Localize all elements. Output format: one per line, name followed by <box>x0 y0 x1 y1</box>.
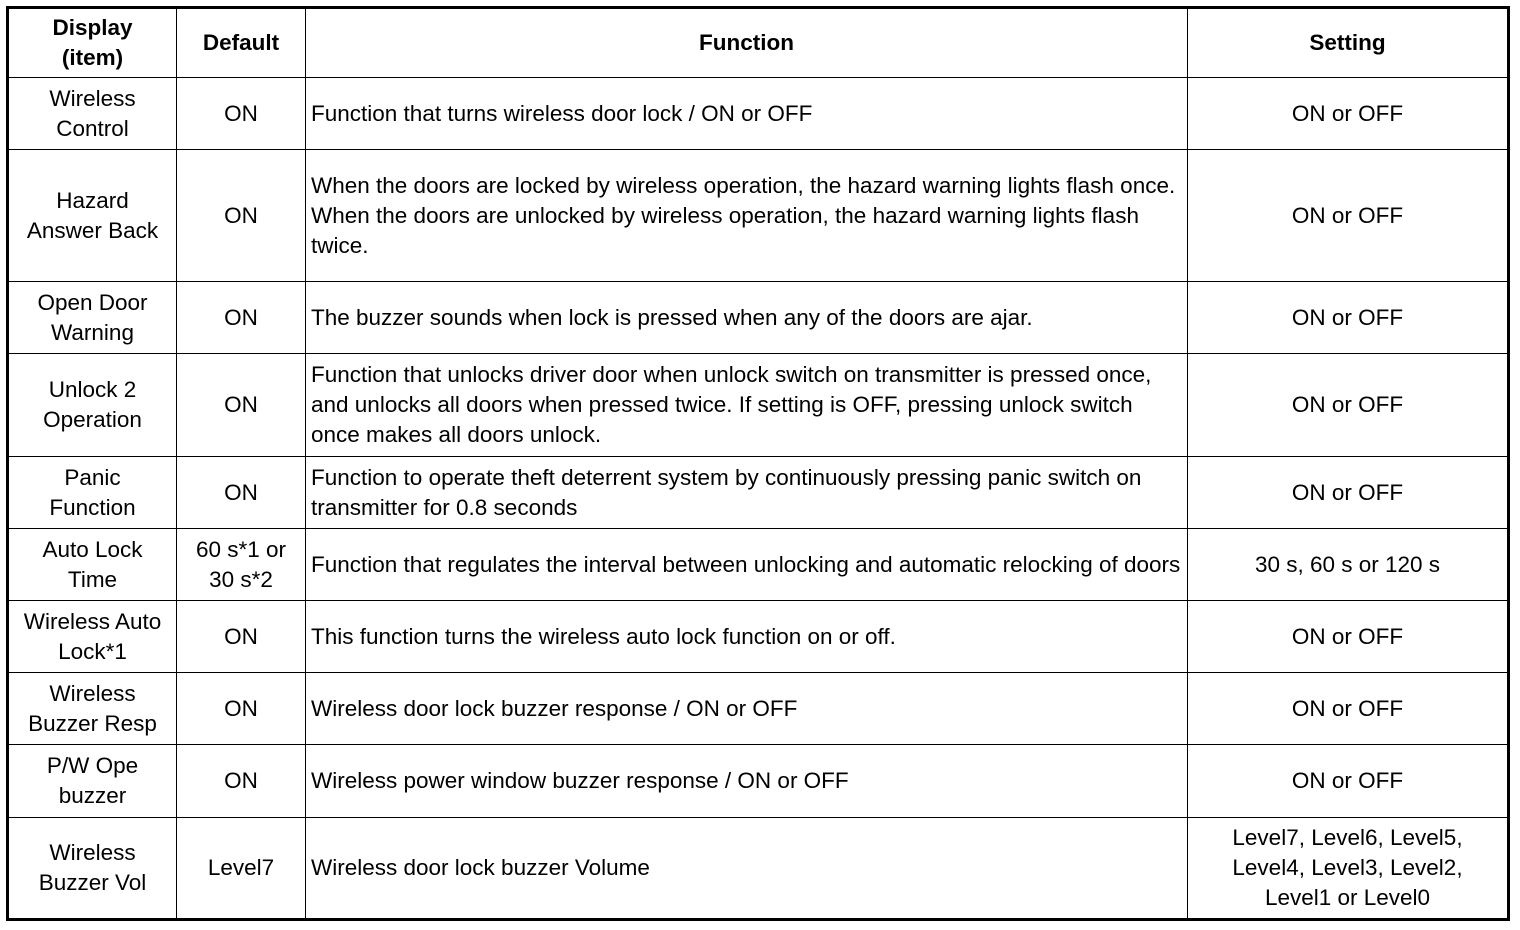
cell-display-text: Panic <box>64 464 121 490</box>
cell-setting-text: ON or OFF <box>1291 392 1404 417</box>
cell-display <box>8 78 177 150</box>
cell-setting <box>1188 78 1509 150</box>
cell-display-text: Control <box>56 115 129 141</box>
cell-function <box>306 150 1188 282</box>
cell-display-text: Function <box>49 494 136 520</box>
cell-display <box>8 354 177 457</box>
header-default: Default <box>177 8 306 78</box>
cell-default-text: ON <box>224 202 258 228</box>
cell-setting <box>1188 354 1509 457</box>
cell-setting <box>1188 282 1509 354</box>
header-display-line1: Display <box>52 15 133 40</box>
cell-function-text: This function turns the wireless auto lock function on or off. <box>311 623 896 649</box>
cell-display <box>8 457 177 529</box>
table-row <box>8 745 1509 818</box>
cell-setting <box>1188 601 1509 673</box>
cell-display-text: P/W Ope <box>46 753 139 778</box>
cell-display-text: Answer Back <box>26 217 159 243</box>
cell-function-text: The buzzer sounds when lock is pressed when any of the doors are ajar. <box>311 304 1033 330</box>
table-header-row <box>8 8 1509 78</box>
table-row <box>8 354 1509 457</box>
cell-setting <box>1188 457 1509 529</box>
cell-default <box>177 673 306 745</box>
table-row <box>8 457 1509 529</box>
cell-setting <box>1188 529 1509 601</box>
table-row <box>8 601 1509 673</box>
cell-setting <box>1188 150 1509 282</box>
cell-display-text: Unlock 2 <box>48 377 137 402</box>
cell-display-text: Open Door <box>37 289 148 315</box>
cell-setting-text: ON or OFF <box>1291 100 1404 126</box>
cell-function-text: Wireless door lock buzzer response / ON or OFF <box>311 695 798 721</box>
cell-display-text: Operation <box>43 407 142 432</box>
cell-function <box>306 673 1188 745</box>
cell-display-text: Warning <box>51 319 134 345</box>
table-row <box>8 673 1509 745</box>
cell-setting <box>1188 673 1509 745</box>
cell-setting-text: ON or OFF <box>1291 623 1404 649</box>
cell-default <box>177 354 306 457</box>
cell-setting-text: Level7, Level6, Level5, <box>1232 825 1463 850</box>
header-function: Function <box>306 8 1188 78</box>
cell-display-text: Lock*1 <box>58 638 127 664</box>
table-row <box>8 150 1509 282</box>
cell-setting-text: ON or OFF <box>1291 304 1404 330</box>
cell-default <box>177 818 306 920</box>
cell-display-text: buzzer <box>58 783 127 808</box>
cell-default-text: ON <box>224 768 258 793</box>
table-row <box>8 529 1509 601</box>
cell-default-text: ON <box>224 695 258 721</box>
cell-display <box>8 818 177 920</box>
cell-default-text: ON <box>224 623 258 649</box>
cell-function <box>306 529 1188 601</box>
header-display-line2: (item) <box>61 45 124 70</box>
header-setting: Setting <box>1188 8 1509 78</box>
cell-function-text: Function that unlocks driver door when unlock switch on transmitter is pressed once, and unlocks all doors when pressed twice. If setting is OFF, pressing unlock switch once makes all doors unlock. <box>311 362 1152 447</box>
cell-function-text: Wireless power window buzzer response / ON or OFF <box>311 768 849 793</box>
cell-default-text: ON <box>224 304 258 330</box>
cell-display-text: Wireless <box>49 85 136 111</box>
cell-function-text: Function to operate theft deterrent system by continuously pressing panic switch on transmitter for 0.8 seconds <box>311 464 1142 520</box>
cell-display-text: Time <box>67 566 118 592</box>
cell-function-text: When the doors are locked by wireless operation, the hazard warning lights flash once. <box>311 172 1176 198</box>
cell-function <box>306 457 1188 529</box>
cell-function <box>306 818 1188 920</box>
cell-display <box>8 673 177 745</box>
cell-display <box>8 745 177 818</box>
cell-default <box>177 529 306 601</box>
cell-setting-text: Level1 or Level0 <box>1264 885 1431 910</box>
settings-table <box>6 6 1510 921</box>
cell-function <box>306 745 1188 818</box>
cell-default <box>177 282 306 354</box>
cell-display-text: Buzzer Resp <box>28 710 157 736</box>
cell-function-text: Function that turns wireless door lock / ON or OFF <box>311 100 813 126</box>
header-display <box>8 8 177 78</box>
table-row <box>8 78 1509 150</box>
cell-display-text: Wireless Auto <box>23 608 162 634</box>
cell-setting-text: 30 s, 60 s or 120 s <box>1254 551 1441 577</box>
table-body <box>8 78 1509 920</box>
cell-setting-text: ON or OFF <box>1291 202 1404 228</box>
cell-function-text: Function that regulates the interval between unlocking and automatic relocking of doors <box>311 551 1181 577</box>
cell-display <box>8 150 177 282</box>
cell-default <box>177 150 306 282</box>
cell-function <box>306 282 1188 354</box>
cell-setting-text: ON or OFF <box>1291 479 1404 505</box>
cell-default <box>177 457 306 529</box>
cell-display-text: Hazard <box>56 187 129 213</box>
cell-default <box>177 78 306 150</box>
cell-default-text: 60 s*1 or <box>195 536 287 562</box>
cell-default-text: ON <box>224 392 258 417</box>
cell-function <box>306 601 1188 673</box>
cell-function <box>306 78 1188 150</box>
cell-default-text: 30 s*2 <box>209 566 273 592</box>
cell-default <box>177 601 306 673</box>
cell-display-text: Wireless <box>49 680 136 706</box>
cell-display <box>8 529 177 601</box>
cell-display-text: Buzzer Vol <box>38 870 147 895</box>
cell-setting <box>1188 745 1509 818</box>
cell-default <box>177 745 306 818</box>
cell-setting-text: ON or OFF <box>1291 768 1404 793</box>
cell-default-text: ON <box>224 479 258 505</box>
cell-display-text: Wireless <box>49 840 136 865</box>
cell-function <box>306 354 1188 457</box>
table-row <box>8 818 1509 920</box>
cell-default-text: ON <box>224 100 258 126</box>
cell-setting <box>1188 818 1509 920</box>
cell-function-text: Wireless door lock buzzer Volume <box>311 855 650 880</box>
cell-default-text: Level7 <box>207 855 275 880</box>
cell-function-text: When the doors are unlocked by wireless operation, the hazard warning lights flash twice. <box>311 202 1139 258</box>
cell-display-text: Auto Lock <box>42 536 143 562</box>
table-row <box>8 282 1509 354</box>
cell-setting-text: Level4, Level3, Level2, <box>1232 855 1463 880</box>
cell-display <box>8 282 177 354</box>
cell-setting-text: ON or OFF <box>1291 695 1404 721</box>
cell-display <box>8 601 177 673</box>
